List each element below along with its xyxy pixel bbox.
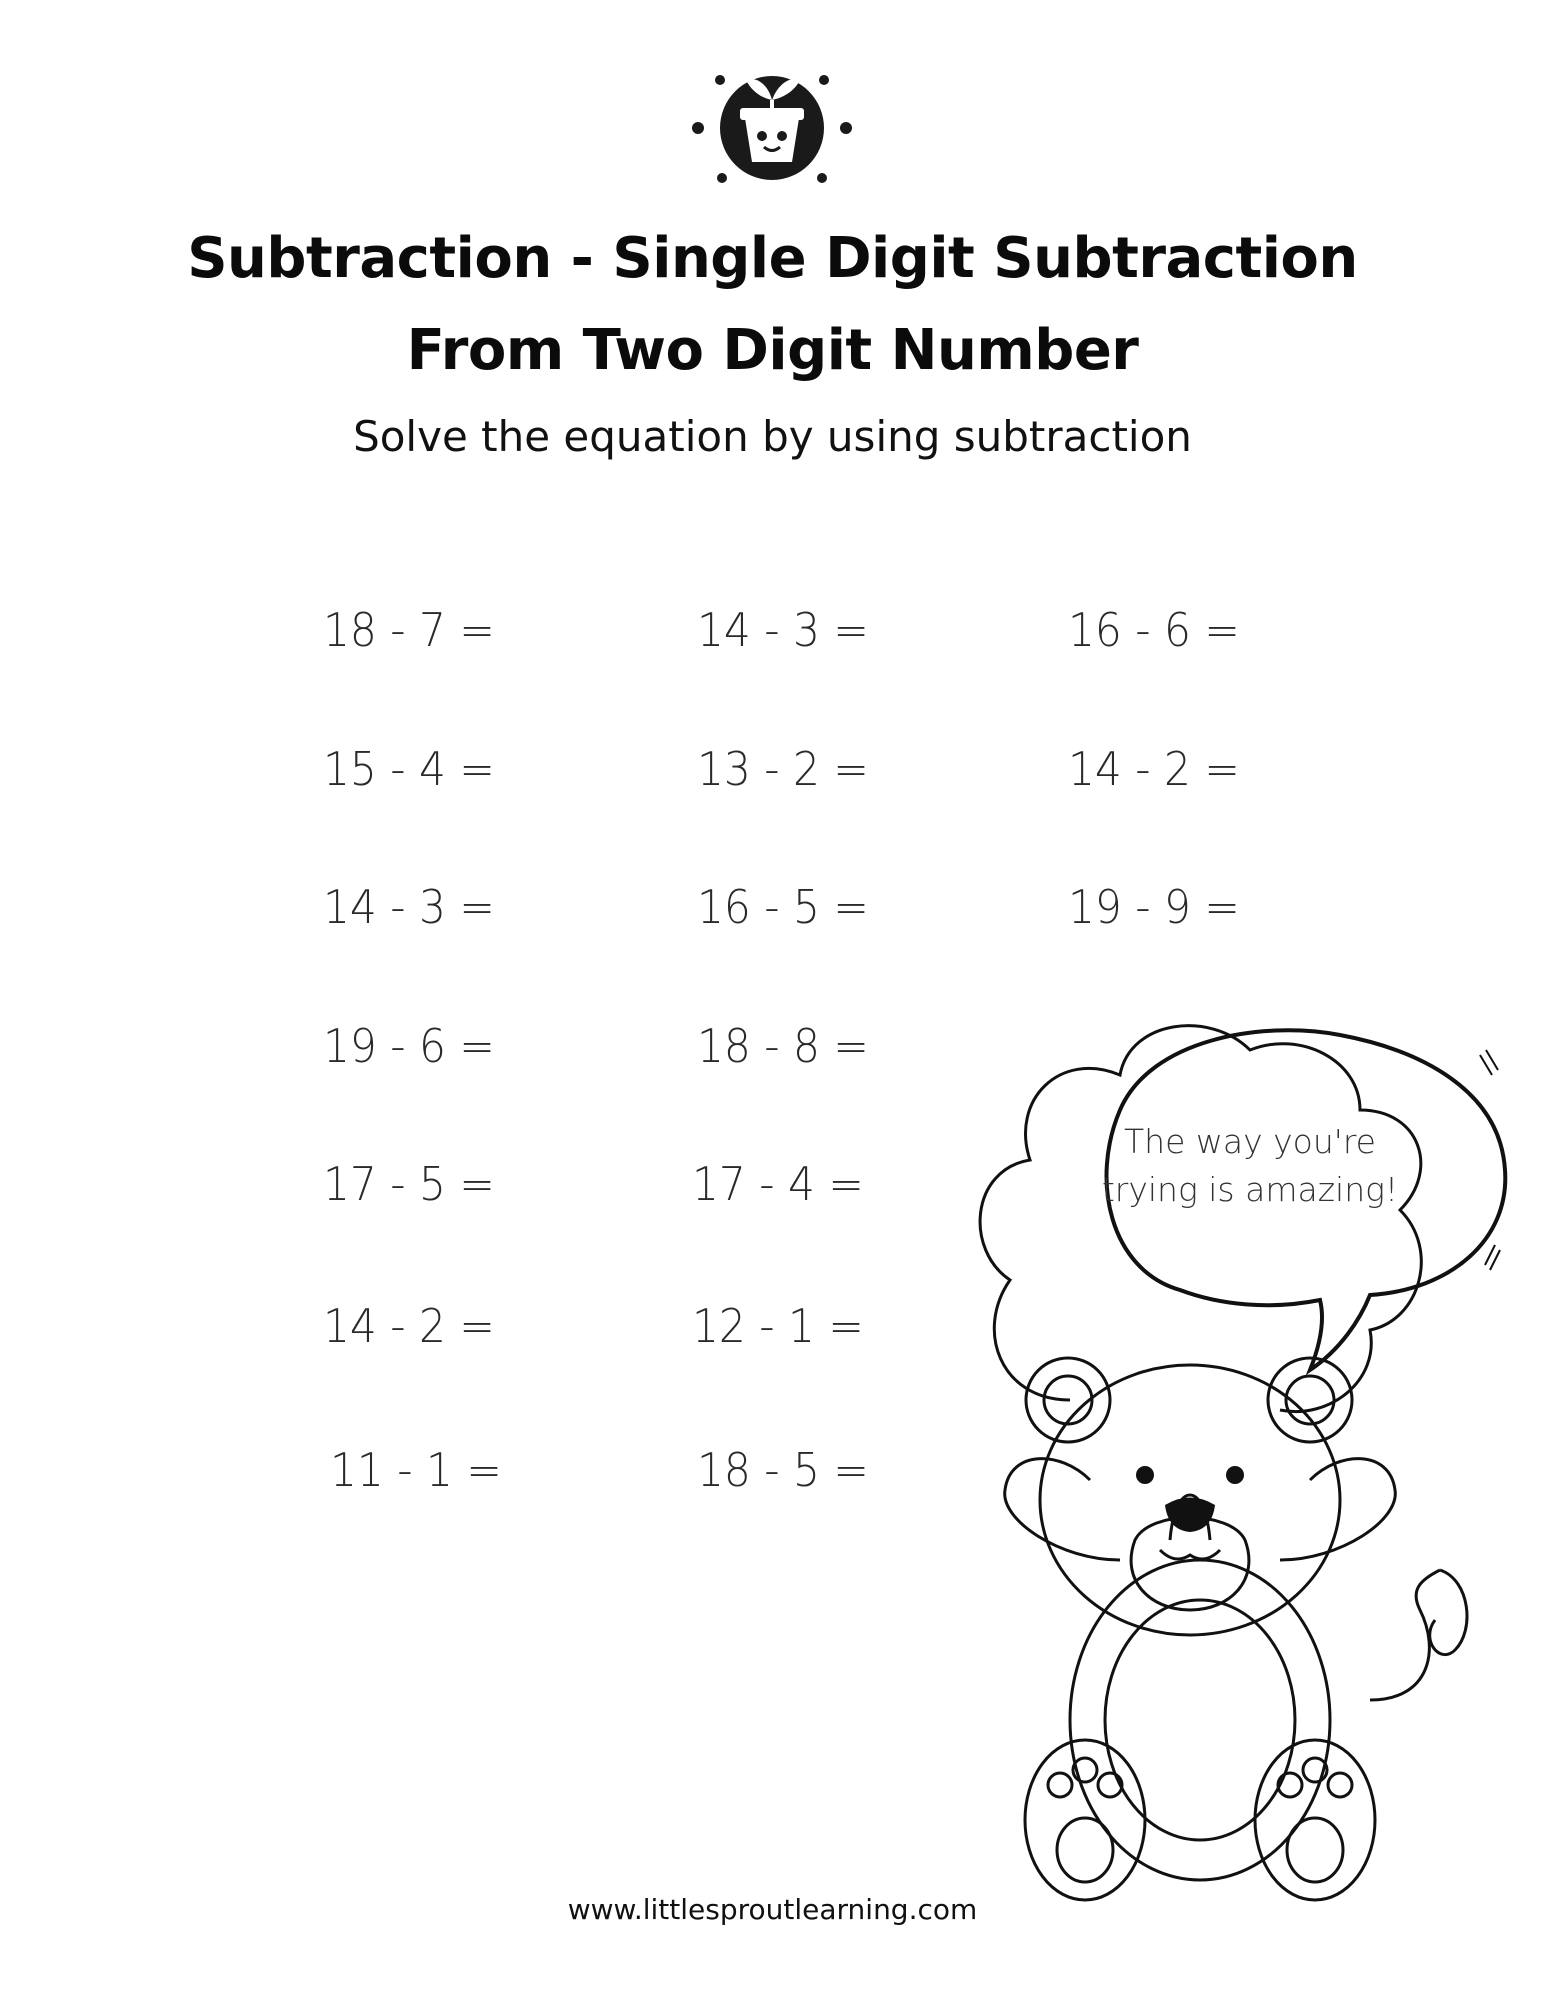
- problem: 17 - 5 =: [323, 1157, 495, 1211]
- sprout-pot-logo-icon: [682, 50, 862, 200]
- instructions: Solve the equation by using subtraction: [353, 412, 1192, 461]
- page-title-line1: Subtraction - Single Digit Subtraction: [187, 226, 1358, 291]
- problem: 17 - 4 =: [692, 1157, 864, 1211]
- problem: 19 - 9 =: [1068, 880, 1240, 934]
- problem: 18 - 7 =: [323, 603, 495, 657]
- speech-bubble-line1: The way you're: [1124, 1122, 1376, 1161]
- problem: 18 - 5 =: [697, 1443, 869, 1497]
- problem: 15 - 4 =: [323, 742, 495, 796]
- problem: 14 - 3 =: [323, 880, 495, 934]
- problem: 11 - 1 =: [330, 1443, 502, 1497]
- problem: 14 - 2 =: [1068, 742, 1240, 796]
- speech-bubble-line2: trying is amazing!: [1101, 1170, 1399, 1209]
- footer-url[interactable]: www.littlesproutlearning.com: [567, 1893, 978, 1926]
- problem: 18 - 8 =: [697, 1019, 869, 1073]
- page-title-line2: From Two Digit Number: [406, 318, 1139, 383]
- problem: 14 - 3 =: [697, 603, 869, 657]
- problem: 13 - 2 =: [697, 742, 869, 796]
- problem: 19 - 6 =: [323, 1019, 495, 1073]
- problem: 14 - 2 =: [323, 1299, 495, 1353]
- problem: 12 - 1 =: [692, 1299, 864, 1353]
- problem: 16 - 5 =: [697, 880, 869, 934]
- speech-bubble-text: [1100, 1118, 1400, 1214]
- problem: 16 - 6 =: [1068, 603, 1240, 657]
